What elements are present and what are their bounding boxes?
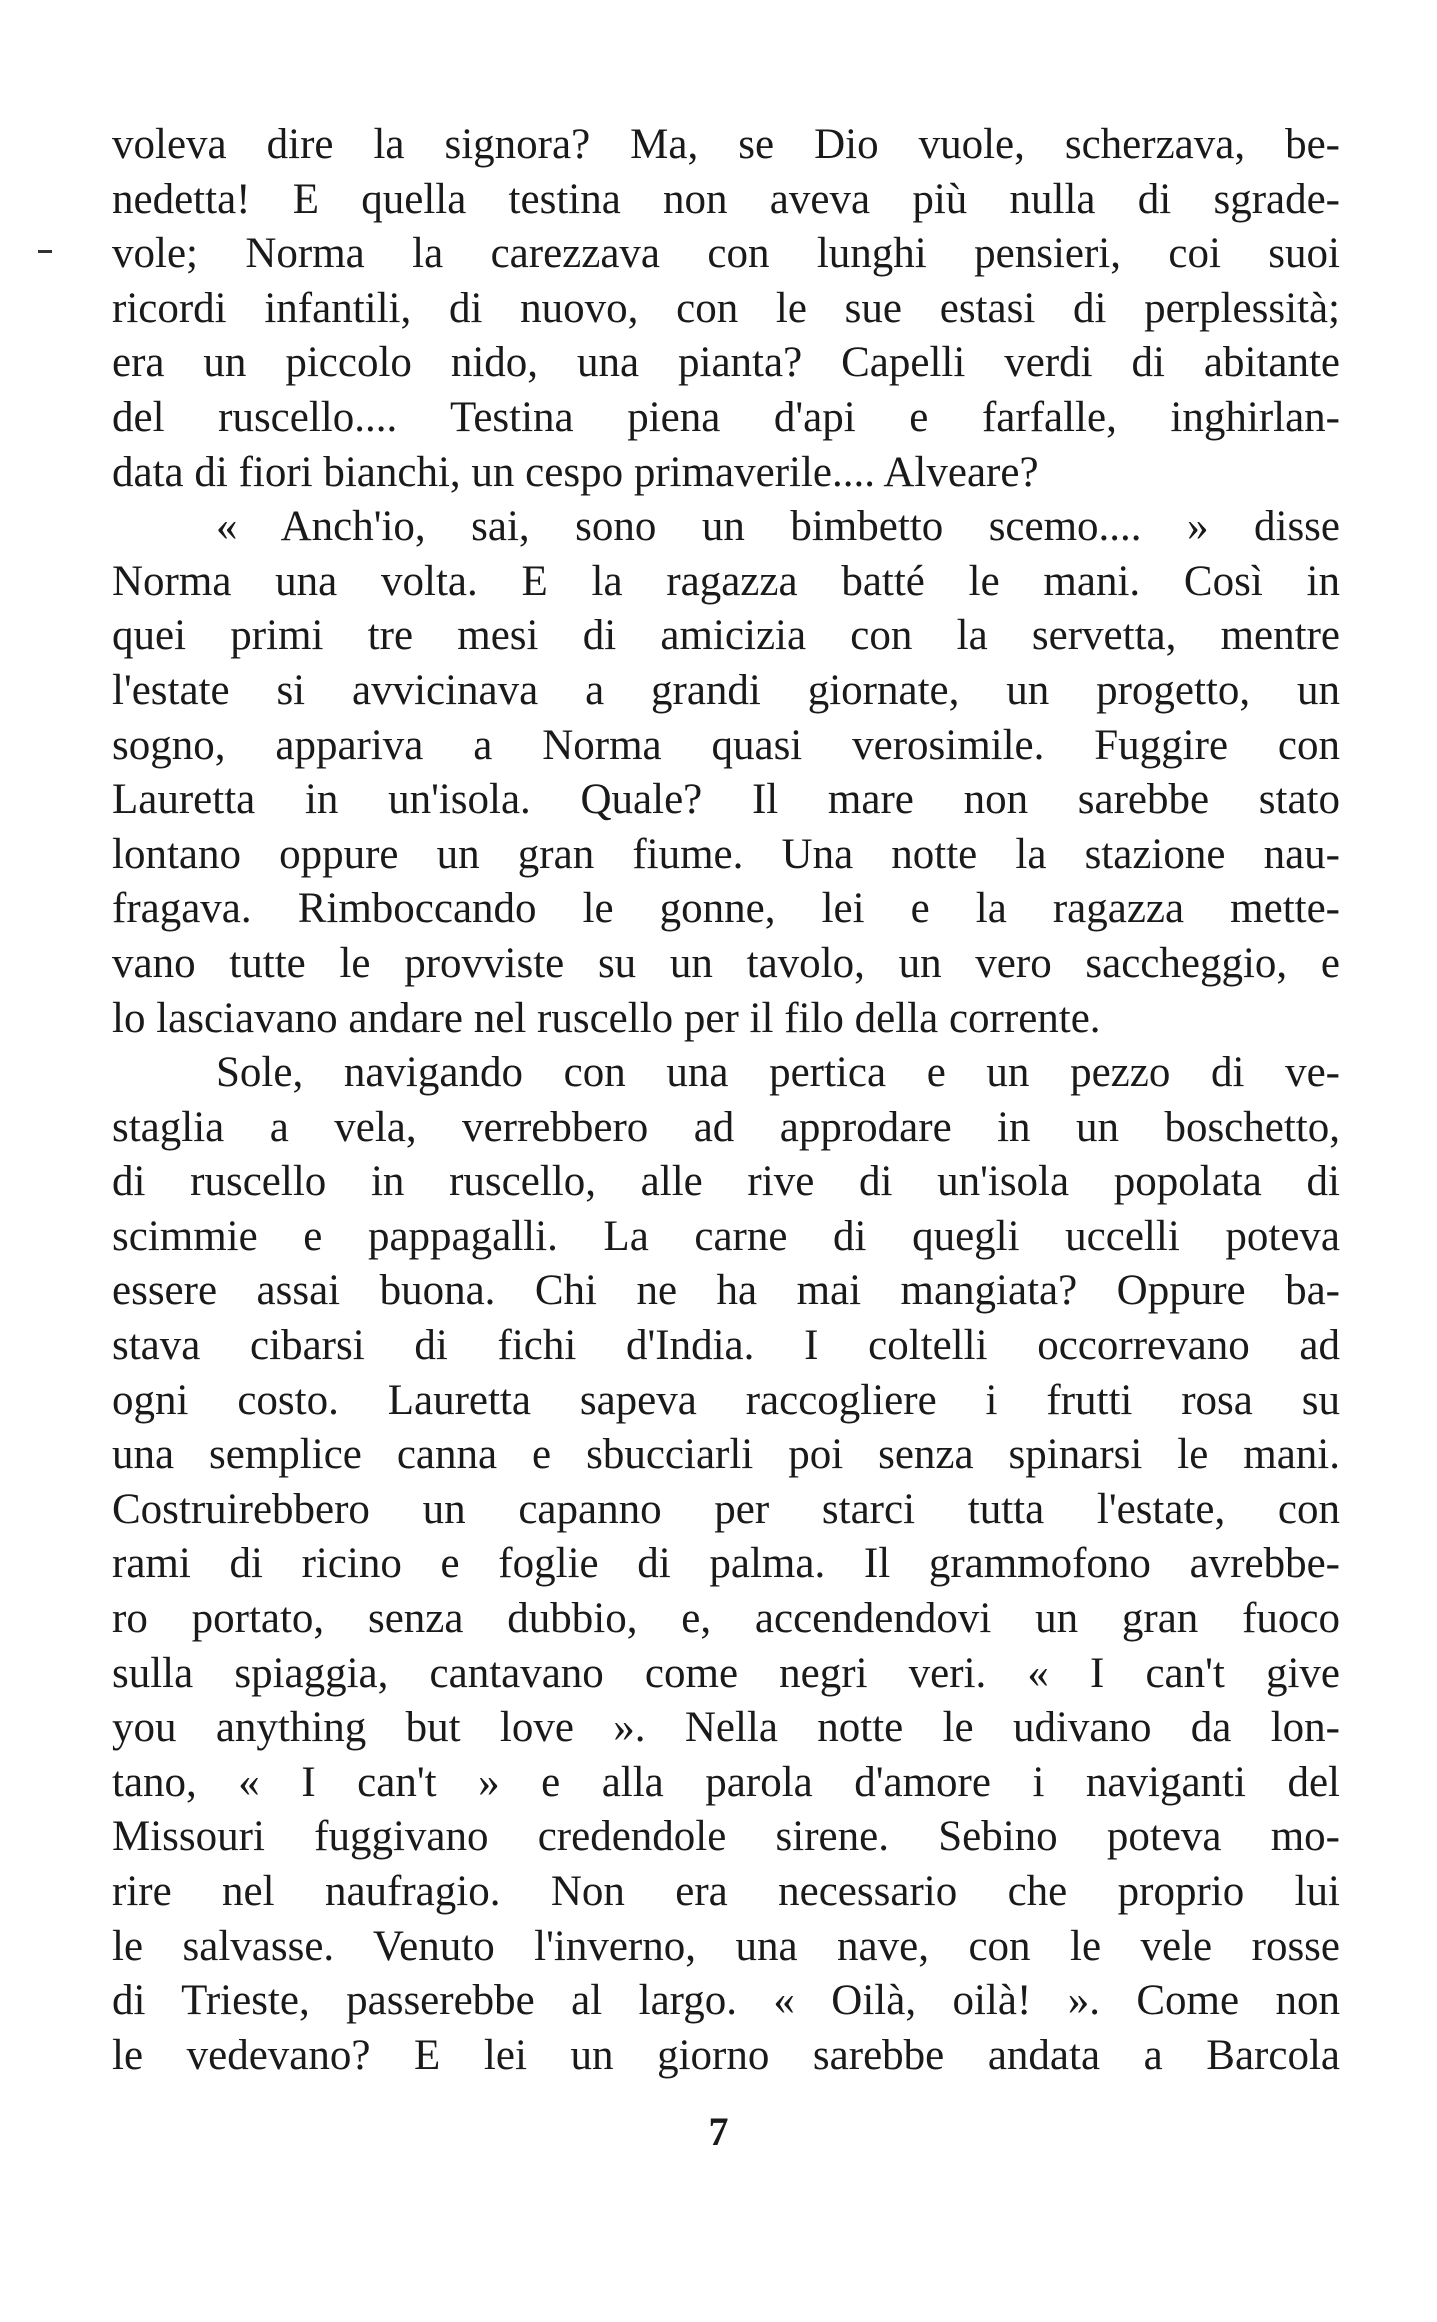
text-line: Missouri fuggivano credendole sirene. Sebino poteva mo- xyxy=(112,1813,1340,1861)
page-number: 7 xyxy=(708,2109,729,2154)
text-line: nedetta! E quella testina non aveva più nulla di sgrade- xyxy=(112,175,1340,223)
text-line: una semplice canna e sbucciarli poi senza spinarsi le mani. xyxy=(112,1431,1340,1479)
text-line: data di fiori bianchi, un cespo primaverile.... Alveare? xyxy=(112,448,1039,496)
text-line: ogni costo. Lauretta sapeva raccogliere i frutti rosa su xyxy=(112,1376,1340,1424)
text-line: quei primi tre mesi di amicizia con la servetta, mentre xyxy=(112,612,1340,660)
text-line: vole; Norma la carezzava con lunghi pensieri, coi suoi xyxy=(112,230,1340,278)
text-line: di ruscello in ruscello, alle rive di un'isola popolata di xyxy=(112,1158,1340,1206)
text-line: di Trieste, passerebbe al largo. « Oilà, oilà! ». Come non xyxy=(112,1977,1340,2025)
text-line: ricordi infantili, di nuovo, con le sue estasi di perplessità; xyxy=(112,284,1340,332)
page-text xyxy=(112,118,1340,2083)
text-line: sulla spiaggia, cantavano come negri veri. « I can't give xyxy=(112,1649,1340,1697)
text-line: Sole, navigando con una pertica e un pezzo di ve- xyxy=(216,1049,1340,1097)
text-line: scimmie e pappagalli. La carne di quegli uccelli poteva xyxy=(112,1212,1340,1260)
text-line: voleva dire la signora? Ma, se Dio vuole, scherzava, be- xyxy=(112,121,1340,168)
margin-mark xyxy=(38,250,52,253)
text-line: era un piccolo nido, una pianta? Capelli verdi di abitante xyxy=(112,339,1340,387)
text-line: l'estate si avvicinava a grandi giornate, un progetto, un xyxy=(112,666,1340,714)
text-line: le vedevano? E lei un giorno sarebbe andata a Barcola xyxy=(112,2031,1340,2079)
text-line: lo lasciavano andare nel ruscello per il filo della corrente. xyxy=(112,994,1101,1042)
text-line: vano tutte le provviste su un tavolo, un vero saccheggio, e xyxy=(112,939,1340,987)
text-line: del ruscello.... Testina piena d'api e farfalle, inghirlan- xyxy=(112,393,1340,441)
text-line: tano, « I can't » e alla parola d'amore i naviganti del xyxy=(112,1758,1340,1806)
text-line: staglia a vela, verrebbero ad approdare in un boschetto, xyxy=(112,1103,1340,1151)
text-line: Norma una volta. E la ragazza batté le mani. Così in xyxy=(112,557,1340,605)
text-line: sogno, appariva a Norma quasi verosimile. Fuggire con xyxy=(112,721,1340,769)
text-line: stava cibarsi di fichi d'India. I coltelli occorrevano ad xyxy=(112,1322,1340,1370)
text-line: Lauretta in un'isola. Quale? Il mare non sarebbe stato xyxy=(112,776,1340,824)
text-line: fragava. Rimboccando le gonne, lei e la ragazza mette- xyxy=(112,885,1340,933)
text-line: ro portato, senza dubbio, e, accendendovi un gran fuoco xyxy=(112,1595,1340,1643)
text-line: you anything but love ». Nella notte le udivano da lon- xyxy=(112,1704,1340,1752)
text-line: Costruirebbero un capanno per starci tutta l'estate, con xyxy=(112,1485,1340,1533)
text-line: rami di ricino e foglie di palma. Il grammofono avrebbe- xyxy=(112,1540,1340,1588)
text-line: le salvasse. Venuto l'inverno, una nave, con le vele rosse xyxy=(112,1922,1340,1970)
text-line: « Anch'io, sai, sono un bimbetto scemo.... » disse xyxy=(216,503,1340,551)
text-line: rire nel naufragio. Non era necessario che proprio lui xyxy=(112,1868,1340,1915)
text-line: lontano oppure un gran fiume. Una notte la stazione nau- xyxy=(112,830,1340,878)
text-line: essere assai buona. Chi ne ha mai mangiata? Oppure ba- xyxy=(112,1267,1340,1315)
